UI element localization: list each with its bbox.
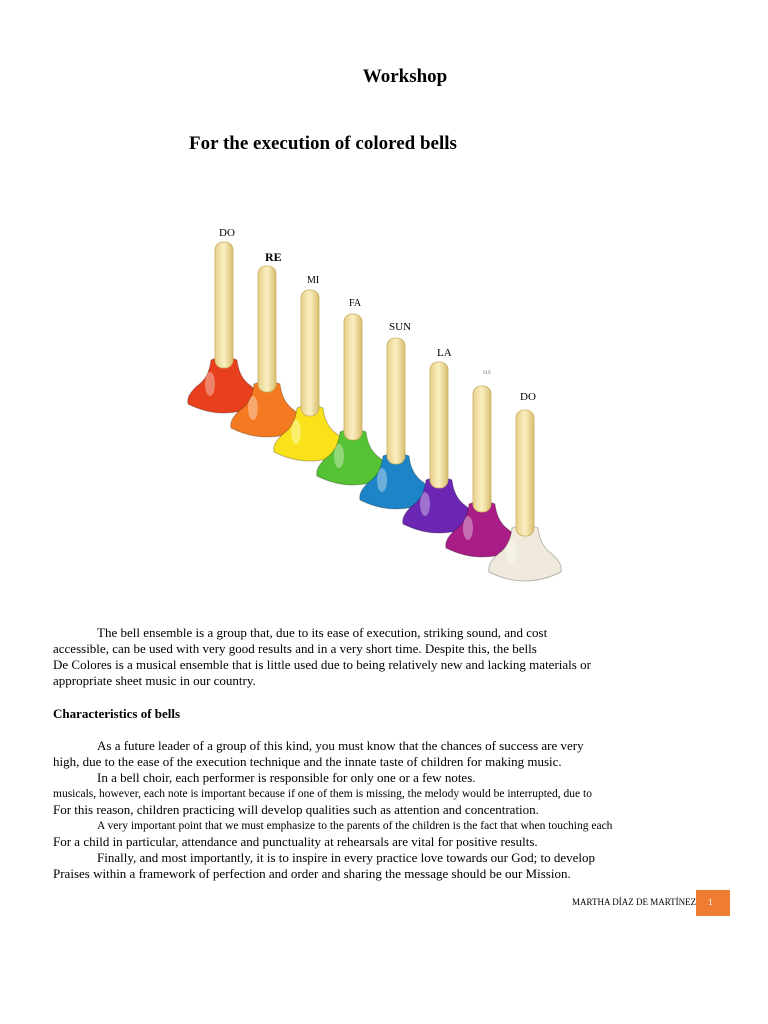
bell [188, 242, 261, 413]
characteristics-paragraph [53, 738, 673, 882]
characteristics-line: musicals, however, each note is important because if one of them is missing, the melody would be interrupted, due to [53, 788, 592, 800]
bell-handle [387, 338, 405, 464]
bells-drawing [180, 215, 600, 595]
bell [403, 362, 476, 533]
intro-line: De Colores is a musical ensemble that is little used due to being relatively new and lacking materials or [53, 657, 591, 672]
bell-handle [473, 386, 491, 512]
bell [231, 266, 304, 437]
intro-paragraph [53, 625, 673, 689]
bell-highlight [463, 516, 473, 540]
note-label-mi: MI [307, 275, 320, 286]
characteristics-line: In a bell choir, each performer is responsible for only one or a few notes. [97, 770, 476, 785]
bell-highlight [205, 372, 215, 396]
bell [360, 338, 433, 509]
bell [317, 314, 390, 485]
bell-handle [430, 362, 448, 488]
document-subtitle: For the execution of colored bells [189, 133, 457, 154]
characteristics-line: For this reason, children practicing will develop qualities such as attention and concentration. [53, 802, 539, 817]
bell [489, 410, 562, 581]
bell-handle [344, 314, 362, 440]
characteristics-line: A very important point that we must emphasize to the parents of the children is the fact that when touching each [97, 820, 613, 832]
footer-author: MARTHA DÍAZ DE MARTÍNEZ [572, 897, 697, 907]
intro-line: The bell ensemble is a group that, due to its ease of execution, striking sound, and cost [97, 625, 548, 640]
colored-bells-illustration [180, 215, 600, 595]
note-label-re: RE [265, 250, 282, 264]
bell-highlight [377, 468, 387, 492]
bell-highlight [506, 540, 516, 564]
note-label-do-high: DO [520, 391, 536, 403]
bell-handle [258, 266, 276, 392]
note-label-la: LA [437, 347, 452, 359]
section-heading: Characteristics of bells [53, 706, 181, 721]
page-number: 1 [696, 890, 730, 916]
characteristics-line: Praises within a framework of perfection and order and sharing the message should be our Mission. [53, 866, 571, 881]
note-label-fa: FA [349, 298, 362, 309]
bell-handle [301, 290, 319, 416]
bell-highlight [248, 396, 258, 420]
bell-highlight [334, 444, 344, 468]
note-label-do: DO [219, 227, 235, 239]
bell-handle [215, 242, 233, 368]
note-label-sun: SUN [389, 321, 412, 333]
bell-highlight [291, 420, 301, 444]
characteristics-line: Finally, and most importantly, it is to inspire in every practice love towards our God; to develop [97, 850, 595, 865]
characteristics-line: For a child in particular, attendance and punctuality at rehearsals are vital for positive results. [53, 834, 538, 849]
bell [446, 386, 519, 557]
intro-line: accessible, can be used with very good results and in a very short time. Despite this, the bells [53, 641, 537, 656]
note-label-six: SIX [483, 371, 492, 376]
document-title: Workshop [362, 66, 448, 87]
characteristics-line: As a future leader of a group of this kind, you must know that the chances of success are very [97, 738, 584, 753]
characteristics-line: high, due to the ease of the execution technique and the innate taste of children for making music. [53, 754, 562, 769]
bell [274, 290, 347, 461]
bell-handle [516, 410, 534, 536]
intro-line: appropriate sheet music in our country. [53, 673, 256, 688]
bell-highlight [420, 492, 430, 516]
